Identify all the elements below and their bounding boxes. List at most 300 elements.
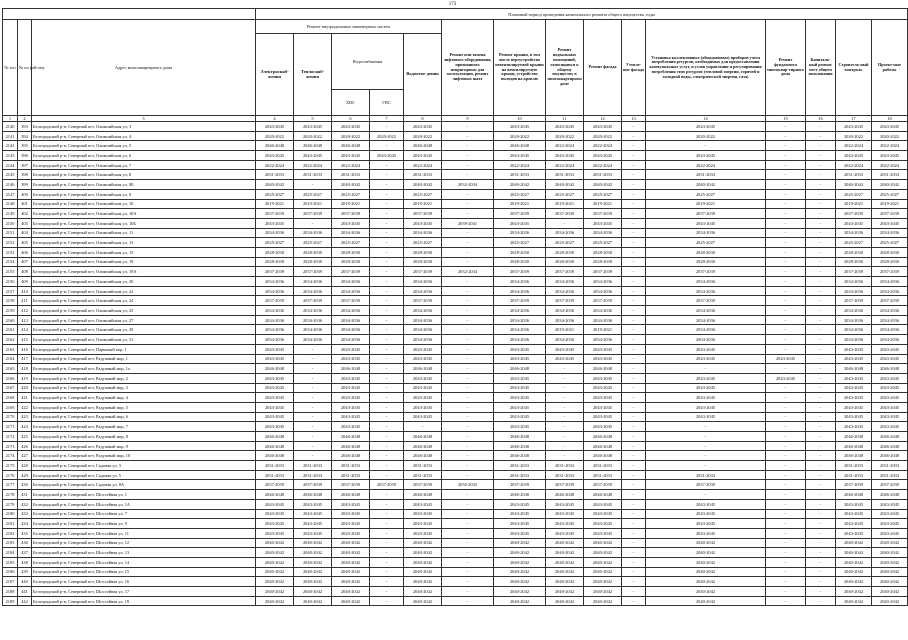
table-cell: 395	[18, 141, 32, 151]
table-cell: 2019-2021	[404, 199, 442, 209]
table-cell: 2040-2042	[256, 557, 294, 567]
table-cell: -	[370, 335, 404, 345]
table-cell: -	[370, 461, 404, 471]
table-cell: 2037-2039	[836, 296, 872, 306]
table-cell: 2034-2036	[494, 286, 546, 296]
table-cell: -	[442, 170, 494, 180]
table-cell: 2025-2027	[546, 189, 584, 199]
header-design: Проект-ные работы	[872, 20, 908, 116]
address-cell: Белгородский р-н, Северный пгт, Радужный мкр, 2	[32, 373, 256, 383]
address-cell: Белгородский р-н, Северный пгт, Радужный мкр, 10	[32, 451, 256, 461]
blank-header-cell	[3, 9, 256, 20]
table-cell: -	[370, 519, 404, 529]
table-cell: 2043-2045	[332, 373, 370, 383]
table-cell: 2040-2042	[494, 548, 546, 558]
table-cell: -	[806, 499, 836, 509]
table-cell: 2037-2039	[494, 267, 546, 277]
table-cell: 424	[18, 422, 32, 432]
table-cell: -	[622, 470, 646, 480]
table-cell: 2037-2039	[294, 296, 332, 306]
table-cell: -	[442, 383, 494, 393]
table-cell: 2040-2042	[872, 538, 908, 548]
table-cell: 2151	[3, 228, 18, 238]
table-cell: 405	[18, 238, 32, 248]
table-cell: 2184	[3, 548, 18, 558]
table-cell: 2034-2036	[332, 306, 370, 316]
table-cell: 2043-2045	[872, 218, 908, 228]
table-cell: 2025-2027	[584, 189, 622, 199]
table-cell: -	[622, 277, 646, 287]
table-cell: 2043-2045	[404, 509, 442, 519]
table-cell: 2188	[3, 587, 18, 597]
table-cell: -	[622, 151, 646, 161]
table-cell: 2028-2030	[646, 257, 766, 267]
table-cell: -	[622, 587, 646, 597]
table-cell: -	[806, 238, 836, 248]
table-cell: -	[806, 393, 836, 403]
table-cell: 2152	[3, 238, 18, 248]
table-cell: 2040-2042	[294, 557, 332, 567]
table-cell: 2031-2033	[872, 470, 908, 480]
table-cell: 2154	[3, 257, 18, 267]
table-cell: 2025-2027	[584, 238, 622, 248]
table-row	[3, 499, 908, 509]
table-cell: 2034-2036	[836, 315, 872, 325]
table-cell: 2043-2045	[332, 344, 370, 354]
table-cell: 2182	[3, 528, 18, 538]
table-cell: 2022-2024	[836, 160, 872, 170]
column-number: 10	[494, 116, 546, 122]
table-cell: 2043-2045	[404, 519, 442, 529]
table-cell: -	[766, 141, 806, 151]
table-cell: 2040-2042	[494, 180, 546, 190]
table-cell: -	[766, 325, 806, 335]
table-cell: 2031-2033	[584, 461, 622, 471]
column-number: 16	[806, 116, 836, 122]
header-gvs: ГВС	[370, 90, 404, 116]
table-cell: 2043-2045	[872, 373, 908, 383]
header-engineering-systems: Ремонт внутридомовых инженерных систем	[256, 20, 442, 34]
table-cell: 2043-2045	[256, 373, 294, 383]
address-cell: Белгородский р-н, Северный пгт, Шоссейная ул, 19	[32, 596, 256, 606]
table-cell: -	[766, 422, 806, 432]
table-cell: 2025-2027	[836, 238, 872, 248]
table-cell: -	[442, 354, 494, 364]
table-cell: 2043-2045	[836, 393, 872, 403]
table-cell: 2037-2039	[256, 267, 294, 277]
table-cell: -	[370, 557, 404, 567]
table-cell: -	[294, 180, 332, 190]
table-cell: -	[294, 412, 332, 422]
table-cell: -	[622, 548, 646, 558]
address-cell: Белгородский р-н, Северный пгт, Радужный мкр, 8	[32, 432, 256, 442]
table-cell: 2040-2042	[646, 180, 766, 190]
table-cell: 2040-2042	[332, 567, 370, 577]
table-cell: 2043-2045	[494, 373, 546, 383]
table-cell: 2004-2036	[646, 335, 766, 345]
table-cell: -	[370, 373, 404, 383]
table-cell: 2020-2022	[294, 131, 332, 141]
table-cell: -	[442, 364, 494, 374]
table-cell: 2040-2042	[404, 548, 442, 558]
table-cell: 2019-2021	[494, 199, 546, 209]
table-cell: 2025-2027	[294, 238, 332, 248]
table-row	[3, 286, 908, 296]
table-cell: 2043-2045	[546, 519, 584, 529]
table-row	[3, 189, 908, 199]
table-cell: -	[622, 461, 646, 471]
table-cell: 2025-2027	[294, 189, 332, 199]
table-cell: 2040-2042	[546, 180, 584, 190]
table-cell: -	[806, 480, 836, 490]
table-row	[3, 538, 908, 548]
address-cell: Белгородский р-н, Северный пгт, Олимпийская ул, 8	[32, 170, 256, 180]
table-cell: -	[370, 509, 404, 519]
table-cell: 2037-2039	[646, 209, 766, 219]
table-cell: 407	[18, 257, 32, 267]
table-cell: 2034-2036	[332, 277, 370, 287]
table-cell: 2175	[3, 461, 18, 471]
table-cell: 2046-2048	[584, 432, 622, 442]
column-number: 12	[584, 116, 622, 122]
table-cell: -	[370, 344, 404, 354]
table-cell: 2043-2045	[256, 344, 294, 354]
table-cell: 2043-2045	[294, 509, 332, 519]
table-row	[3, 354, 908, 364]
table-cell: 2037-2039	[294, 480, 332, 490]
table-cell: 2046-2048	[332, 141, 370, 151]
table-cell: -	[622, 499, 646, 509]
table-cell: -	[442, 141, 494, 151]
table-cell: 2043-2045	[546, 528, 584, 538]
table-cell: -	[622, 189, 646, 199]
table-cell: -	[442, 160, 494, 170]
table-cell: 2043-2045	[646, 499, 766, 509]
table-cell: 2043-2045	[332, 422, 370, 432]
table-cell: -	[370, 412, 404, 422]
table-cell: -	[646, 141, 766, 151]
table-cell: 2043-2045	[836, 383, 872, 393]
table-cell: 2037-2039	[836, 480, 872, 490]
table-cell: 2183	[3, 538, 18, 548]
table-cell: -	[766, 587, 806, 597]
table-cell: 2028-2030	[404, 257, 442, 267]
address-cell: Белгородский р-н, Северный пгт, Радужный мкр, 4	[32, 393, 256, 403]
table-cell: -	[622, 218, 646, 228]
table-cell: 2043-2045	[332, 528, 370, 538]
table-cell: 420	[18, 383, 32, 393]
table-cell: 2034-2036	[546, 306, 584, 316]
table-cell: -	[766, 247, 806, 257]
table-cell: 2046-2048	[404, 432, 442, 442]
table-cell: 2043-2045	[872, 528, 908, 538]
table-cell: -	[442, 402, 494, 412]
table-cell: 2043-2045	[584, 509, 622, 519]
header-n-okrug: № по рай-ону	[18, 20, 32, 116]
table-cell: 2043-2045	[294, 151, 332, 161]
table-cell: 2187	[3, 577, 18, 587]
table-cell: 2040-2042	[872, 548, 908, 558]
table-cell: 2043-2045	[646, 344, 766, 354]
table-cell: 2040-2042	[872, 180, 908, 190]
table-cell: 2043-2045	[256, 402, 294, 412]
table-cell: 2034-2036	[256, 277, 294, 287]
table-cell: 2046-2048	[332, 364, 370, 374]
table-cell: -	[370, 470, 404, 480]
table-row	[3, 587, 908, 597]
table-cell: 2022-2024	[584, 160, 622, 170]
table-cell: 2043-2045	[836, 373, 872, 383]
table-cell: 2034-2036	[872, 277, 908, 287]
table-cell: 2189	[3, 596, 18, 606]
table-cell: 2043-2045	[836, 412, 872, 422]
table-cell: -	[806, 557, 836, 567]
table-cell: 2146	[3, 180, 18, 190]
table-cell: 2040-2042	[404, 577, 442, 587]
table-cell: 2031-2033	[256, 461, 294, 471]
table-cell: 417	[18, 354, 32, 364]
table-cell: 2037-2039	[294, 209, 332, 219]
column-number: 8	[404, 116, 442, 122]
table-cell: 2031-2033	[584, 470, 622, 480]
table-cell: -	[442, 228, 494, 238]
table-cell: -	[370, 432, 404, 442]
table-cell: -	[766, 490, 806, 500]
table-cell: 404	[18, 228, 32, 238]
table-cell: 2031-2033	[836, 461, 872, 471]
table-cell: -	[442, 335, 494, 345]
table-cell: 2043-2045	[584, 344, 622, 354]
table-row	[3, 364, 908, 374]
table-cell: 2043-2045	[584, 499, 622, 509]
table-cell: -	[806, 373, 836, 383]
table-cell: 2043-2045	[294, 499, 332, 509]
table-cell: 2025-2027	[256, 189, 294, 199]
table-cell: 2046-2048	[836, 451, 872, 461]
table-cell: 2031-2033	[646, 470, 766, 480]
table-cell: 2031-2033	[404, 170, 442, 180]
address-cell: Белгородский р-н, Северный пгт, Шоссейная ул, 9	[32, 519, 256, 529]
table-cell: -	[766, 228, 806, 238]
table-cell: -	[622, 131, 646, 141]
table-cell: -	[806, 441, 836, 451]
table-cell: -	[622, 160, 646, 170]
table-cell: -	[806, 218, 836, 228]
table-cell: 2034-2036	[646, 306, 766, 316]
table-cell: 2034-2036	[494, 277, 546, 287]
table-cell: 2043-2045	[494, 151, 546, 161]
table-cell: -	[806, 364, 836, 374]
table-cell: 415	[18, 335, 32, 345]
table-cell: -	[806, 315, 836, 325]
table-cell: -	[442, 567, 494, 577]
table-cell: 2043-2045	[584, 218, 622, 228]
table-cell: -	[766, 441, 806, 451]
table-cell: 2031-2033	[332, 461, 370, 471]
table-cell: -	[370, 499, 404, 509]
table-cell: 2179	[3, 499, 18, 509]
table-cell: -	[546, 393, 584, 403]
table-row	[3, 470, 908, 480]
table-cell: 440	[18, 577, 32, 587]
table-cell: 2034-2036	[256, 325, 294, 335]
table-cell: 413	[18, 315, 32, 325]
table-row	[3, 247, 908, 257]
table-cell: 2043-2045	[332, 499, 370, 509]
table-cell: -	[766, 286, 806, 296]
column-number: 4	[256, 116, 294, 122]
table-cell: 2020-2022	[494, 131, 546, 141]
table-cell: 2166	[3, 373, 18, 383]
table-cell: -	[442, 577, 494, 587]
table-cell: 399	[18, 180, 32, 190]
table-cell: -	[622, 596, 646, 606]
table-cell: 2040-2042	[584, 180, 622, 190]
table-cell: 2025-2027	[646, 189, 766, 199]
table-row	[3, 180, 908, 190]
table-cell: 2043-2045	[332, 402, 370, 412]
table-row	[3, 596, 908, 606]
table-cell: -	[806, 296, 836, 306]
table-cell: 2034-2036	[404, 228, 442, 238]
address-cell: Белгородский р-н, Северный пгт, Олимпийская ул, 10Б	[32, 218, 256, 228]
table-cell: 409	[18, 277, 32, 287]
table-cell: 2043-2045	[494, 422, 546, 432]
header-basement: Ремонт подвальных помещений, относящихся к общему имуществу в многоквартирном доме	[546, 20, 584, 116]
table-cell: 2043-2045	[584, 151, 622, 161]
table-cell: 414	[18, 325, 32, 335]
table-cell: 2043-2045	[494, 519, 546, 529]
table-row	[3, 199, 908, 209]
table-cell: 2043-2045	[646, 218, 766, 228]
table-cell: 2034-2036	[584, 286, 622, 296]
table-cell: 2037-2039	[256, 296, 294, 306]
table-cell: -	[806, 548, 836, 558]
header-roof: Ремонт крыши, в том числе переустройство невентилируемой крыши на вентилируемую крышу, устройство выходов на кровлю	[494, 20, 546, 116]
table-cell: -	[370, 528, 404, 538]
table-cell: 2040-2042	[646, 548, 766, 558]
table-cell: 2043-2045	[584, 393, 622, 403]
table-cell: 2046-2048	[404, 490, 442, 500]
table-cell: -	[806, 344, 836, 354]
address-cell: Белгородский р-н, Северный пгт, Олимпийская ул, 19	[32, 257, 256, 267]
header-address: Адрес многоквартирного дома	[32, 20, 256, 116]
table-cell: -	[766, 383, 806, 393]
header-foundation: Ремонт фундамента многоквар-тирного дома	[766, 20, 806, 116]
table-cell: -	[442, 451, 494, 461]
address-cell: Белгородский р-н, Северный пгт, Олимпийская ул, 22	[32, 286, 256, 296]
column-number: 2	[18, 116, 32, 122]
capital-repair-table	[2, 8, 908, 606]
table-cell: 2043-2045	[370, 151, 404, 161]
table-cell: -	[294, 432, 332, 442]
table-cell: -	[442, 538, 494, 548]
header-electro: Электроснаб-жения	[256, 34, 294, 116]
table-cell: 2040-2042	[872, 596, 908, 606]
table-row	[3, 393, 908, 403]
table-cell: -	[766, 296, 806, 306]
table-cell: -	[442, 209, 494, 219]
table-cell: 2040-2042	[546, 587, 584, 597]
table-cell: -	[766, 131, 806, 141]
table-cell: 439	[18, 567, 32, 577]
table-cell: 2040-2042	[332, 577, 370, 587]
table-cell: -	[766, 528, 806, 538]
table-cell: 2043-2045	[256, 354, 294, 364]
table-cell: -	[442, 199, 494, 209]
table-cell: -	[294, 441, 332, 451]
table-cell: -	[806, 247, 836, 257]
table-cell: 2034-2036	[404, 306, 442, 316]
table-cell: 2043-2045	[836, 402, 872, 412]
table-cell: -	[294, 383, 332, 393]
table-cell: 2025-2027	[332, 189, 370, 199]
table-cell: 2031-2033	[872, 461, 908, 471]
table-cell: -	[370, 141, 404, 151]
table-cell: -	[546, 218, 584, 228]
table-cell: -	[806, 470, 836, 480]
table-cell: 2046-2048	[404, 441, 442, 451]
table-cell: 2043-2045	[332, 509, 370, 519]
table-cell: 2046-2048	[546, 490, 584, 500]
table-cell: 2034-2036	[256, 315, 294, 325]
table-cell: 2034-2036	[646, 277, 766, 287]
table-cell: 2037-2039	[494, 296, 546, 306]
table-cell: 2046-2048	[494, 432, 546, 442]
table-cell: 2043-2045	[404, 393, 442, 403]
table-cell: -	[806, 335, 836, 345]
table-cell: 396	[18, 151, 32, 161]
table-cell: 2046-2048	[836, 364, 872, 374]
table-cell: 2040-2042	[646, 538, 766, 548]
table-cell: 2022-2024	[872, 141, 908, 151]
table-cell: 2043-2045	[646, 528, 766, 538]
table-cell: 2043-2045	[584, 354, 622, 364]
table-cell: 2040-2042	[872, 577, 908, 587]
table-cell: 2040-2042	[646, 596, 766, 606]
table-cell: 2028-2030	[294, 247, 332, 257]
table-cell: 2040-2042	[404, 557, 442, 567]
table-cell: 2145	[3, 170, 18, 180]
address-cell: Белгородский р-н, Северный пгт, Олимпийская ул, 10А	[32, 209, 256, 219]
table-cell: 2043-2045	[256, 383, 294, 393]
table-cell: 2040-2042	[584, 557, 622, 567]
column-number: 14	[646, 116, 766, 122]
table-cell: 2148	[3, 199, 18, 209]
table-cell: 2046-2048	[872, 364, 908, 374]
table-cell: 437	[18, 548, 32, 558]
address-cell: Белгородский р-н, Северный пгт, Радужный мкр, 3	[32, 383, 256, 393]
table-cell: 2046-2048	[404, 364, 442, 374]
table-cell: 2028-2030	[546, 257, 584, 267]
table-cell: 2043-2045	[646, 354, 766, 364]
table-cell: 2019-2021	[256, 199, 294, 209]
table-cell: -	[806, 383, 836, 393]
table-cell: -	[442, 490, 494, 500]
table-cell: -	[806, 160, 836, 170]
address-cell: Белгородский р-н, Северный пгт, Олимпийская ул, 27	[32, 315, 256, 325]
table-cell: 2034-2036	[836, 286, 872, 296]
table-cell: 2040-2042	[646, 577, 766, 587]
table-cell: 2046-2048	[584, 441, 622, 451]
table-row	[3, 325, 908, 335]
table-cell: -	[806, 151, 836, 161]
table-cell: 2022-2024	[872, 160, 908, 170]
table-cell: 2020-2022	[404, 131, 442, 141]
table-cell: 2032-2034	[442, 267, 494, 277]
header-drain: Водоотве-дения	[404, 34, 442, 116]
table-cell: -	[442, 238, 494, 248]
